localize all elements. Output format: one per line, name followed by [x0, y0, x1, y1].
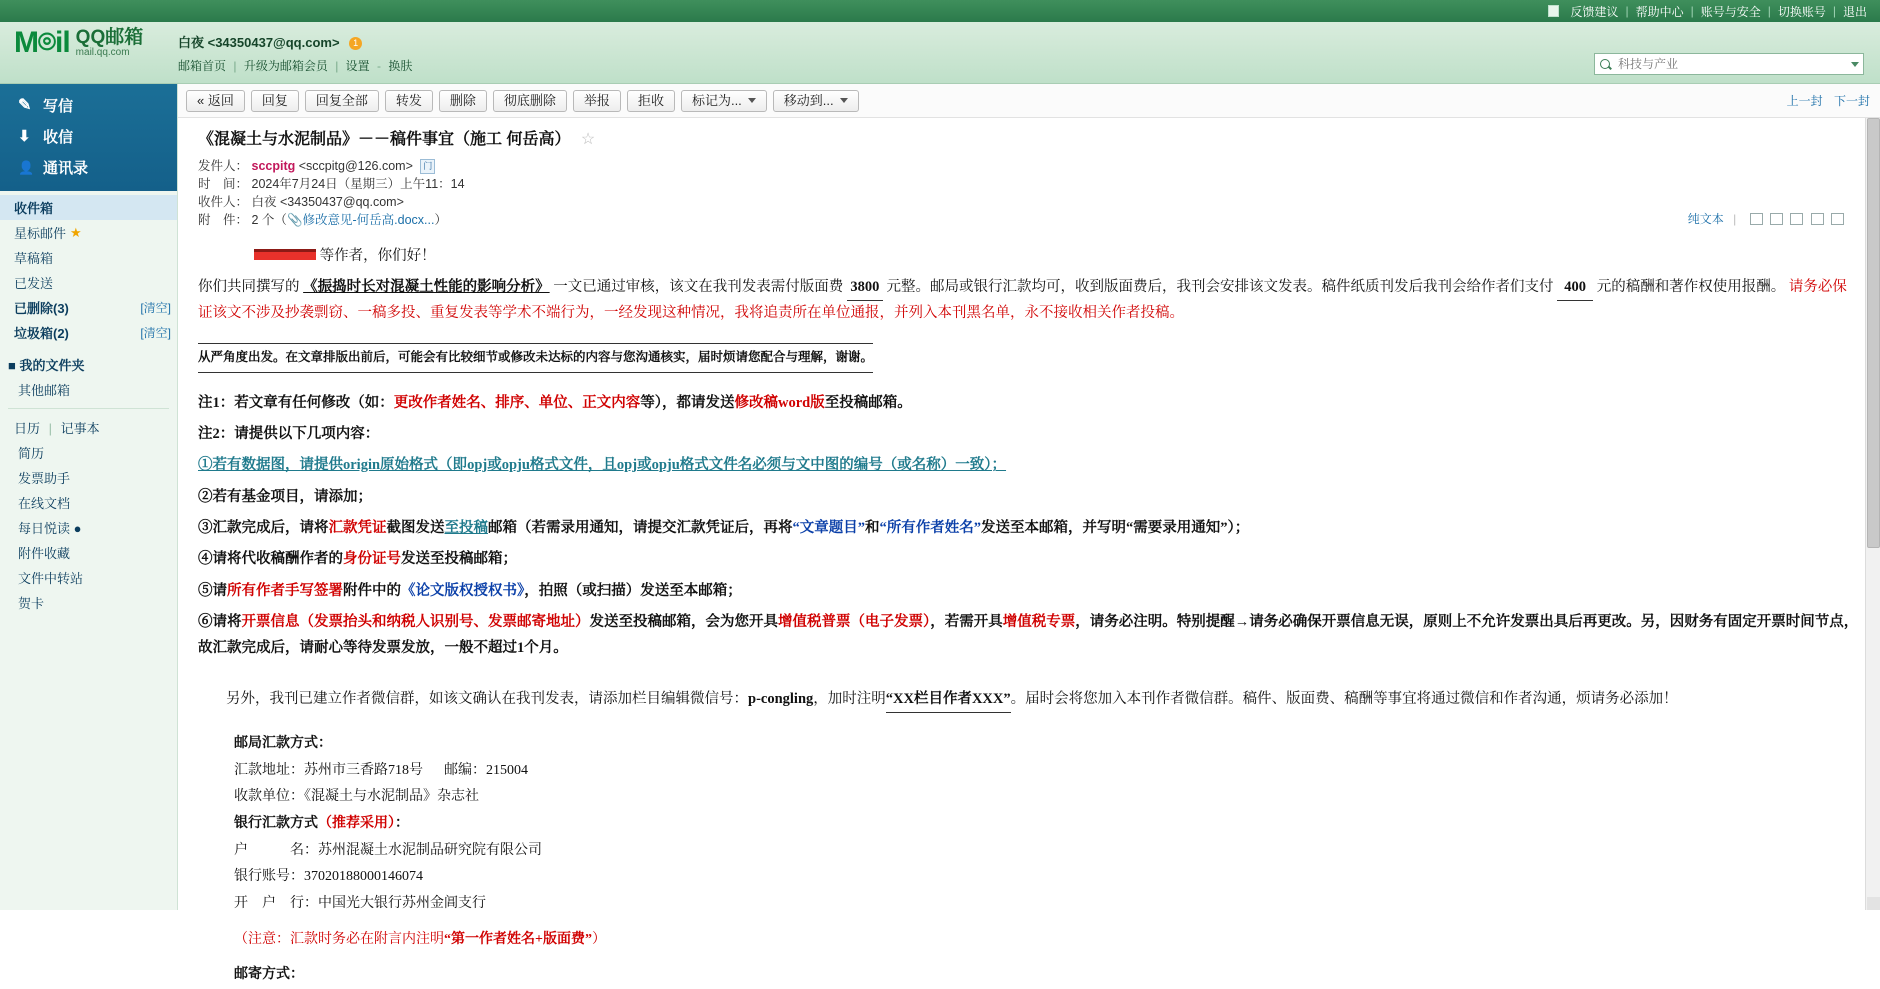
- note1-red2: 修改稿word版: [734, 394, 825, 411]
- tag-icon[interactable]: [1811, 213, 1824, 225]
- item6-red1: 开票信息（发票抬头和纳税人识别号、发票邮寄地址）: [241, 614, 590, 631]
- star-icon: ★: [70, 224, 82, 240]
- bank-remittance-title: [234, 811, 1860, 838]
- meta-from-name[interactable]: sccpitg: [251, 159, 296, 173]
- bank-branch-row: [234, 891, 1860, 918]
- bank-account-value: 37020188000146074: [304, 869, 423, 885]
- note1-pre: 注1：若文章有任何修改（如：: [198, 394, 394, 411]
- permanent-delete-button[interactable]: 彻底删除: [493, 90, 567, 112]
- notice-end: ）: [591, 932, 606, 948]
- search-box[interactable]: [1594, 53, 1864, 75]
- note1-red: 更改作者姓名、排序、单位、正文内容: [393, 394, 641, 411]
- topbar-switch-account[interactable]: 切换账号: [1777, 4, 1826, 19]
- link-skin[interactable]: 换肤: [388, 59, 413, 73]
- item6-red3: 增值税专票: [1002, 614, 1076, 631]
- sidebar-primary-actions: [0, 84, 177, 191]
- print-icon[interactable]: [1750, 213, 1763, 225]
- sidebar-item-invoice[interactable]: 发票助手: [18, 471, 71, 486]
- meta-attachment-row: [198, 211, 1860, 229]
- new-dot-icon: ●: [73, 521, 82, 536]
- sidebar-item-receive[interactable]: [0, 121, 177, 152]
- star-icon[interactable]: ☆: [580, 131, 596, 148]
- prev-mail-link[interactable]: 上一封: [1786, 94, 1823, 108]
- item5-c: ，拍照（或扫描）发送至本邮箱；: [524, 582, 742, 599]
- sidebar: [0, 84, 178, 910]
- meta-to-value: 白夜 <34350437@qq.com>: [251, 195, 404, 210]
- mail-nav: [1779, 92, 1870, 109]
- sidebar-item-deleted[interactable]: [0, 295, 177, 320]
- meta-to-row: [198, 193, 1860, 211]
- topbar-separator: |: [1690, 4, 1694, 18]
- bank-name-value: 苏州混凝土水泥制品研究院有限公司: [318, 842, 542, 858]
- block-sender-button[interactable]: 拒收: [627, 90, 675, 112]
- notice-a: （注意：汇款时务必在附言内注明: [234, 932, 444, 948]
- sidebar-item-file-transfer[interactable]: 文件中转站: [18, 571, 84, 586]
- requirement-4: [198, 547, 1860, 572]
- item3-link[interactable]: 至投稿: [444, 520, 488, 536]
- note1-mid: 等），都请发送: [640, 394, 735, 411]
- pen-icon: [18, 97, 35, 114]
- post-zip-label: 邮编：: [444, 762, 486, 778]
- post-unit-label: 收款单位：: [234, 789, 304, 805]
- bank-account-row: [234, 864, 1860, 891]
- inline-separator: |: [48, 421, 53, 436]
- mail-letter-body: [198, 244, 1860, 989]
- meta-attach-label: 附 件：: [198, 213, 249, 228]
- reply-button[interactable]: 回复: [251, 90, 299, 112]
- mail-content: [178, 118, 1880, 982]
- forward-button[interactable]: 转发: [385, 90, 433, 112]
- attachment-link[interactable]: 修改意见-何岳高.docx...: [302, 213, 435, 228]
- item4-a: ④请将代收稿酬作者的: [198, 551, 343, 568]
- bank-name-label: 户 名：: [234, 842, 318, 858]
- link-mail-home[interactable]: 邮箱首页: [178, 59, 227, 73]
- sidebar-item-online-docs[interactable]: 在线文档: [18, 496, 71, 511]
- folder-label: 星标邮件: [14, 226, 67, 241]
- item5-a: ⑤请: [198, 582, 227, 599]
- move-to-button[interactable]: [773, 90, 859, 112]
- sidebar-item-calendar[interactable]: 日历: [14, 421, 41, 436]
- bank-title-b: ：: [395, 816, 409, 832]
- inbox-icon: [18, 128, 35, 145]
- page-title: 《混凝土与水泥制品》－－稿件事宜（施工 何岳高）: [198, 131, 571, 148]
- requirement-5: [198, 579, 1860, 604]
- editor-note-box: 从严角度出发。在文章排版出前后，可能会有比较细节或修改未达标的内容与您沟通核实，届时烦请您配合与理解，谢谢。: [198, 343, 873, 373]
- mail-reading-pane: [178, 84, 1880, 982]
- sidebar-item-attachment-favorites[interactable]: 附件收藏: [18, 546, 71, 561]
- meta-from-address: <sccpitg@126.com>: [298, 159, 413, 173]
- topbar-separator: |: [1767, 4, 1771, 18]
- scroll-down-arrow[interactable]: [1867, 897, 1880, 910]
- item1-c: ，且opj或opju格式文件名必须与文中图的编号（或名称）一致）；: [587, 457, 1007, 474]
- move-to-label: 移动到...: [783, 92, 834, 108]
- account-block: [178, 22, 412, 74]
- header-links: [178, 57, 412, 74]
- link-separator: |: [335, 59, 339, 73]
- logo[interactable]: [0, 22, 178, 58]
- post-address-row: [234, 758, 1860, 785]
- requirement-3: [198, 516, 1860, 541]
- sidebar-item-label: 每日悦读: [18, 521, 71, 536]
- reply-all-button[interactable]: 回复全部: [305, 90, 379, 112]
- logo-mark: M⌾il: [14, 26, 70, 60]
- bank-title-recommended: （推荐采用）: [318, 816, 395, 832]
- post-zip-value: 215004: [486, 762, 528, 778]
- sidebar-item-notes[interactable]: 记事本: [60, 421, 100, 436]
- chevron-down-icon[interactable]: [1851, 62, 1859, 67]
- article-title: 《振捣时长对混凝土性能的影响分析》: [303, 278, 550, 295]
- meta-from-label: 发件人：: [198, 159, 249, 173]
- main-area: [0, 84, 1880, 982]
- item5-q: 《论文版权授权书》: [401, 582, 525, 599]
- account-badge[interactable]: 1: [349, 37, 362, 50]
- delete-button[interactable]: 删除: [439, 90, 487, 112]
- folder-label: 已发送: [14, 276, 54, 291]
- item3-q2: “所有作者姓名”: [879, 520, 981, 536]
- payment-info: [198, 731, 1860, 988]
- vertical-scrollbar[interactable]: [1865, 118, 1880, 910]
- link-settings[interactable]: 设置: [345, 59, 370, 73]
- bank-branch-value: 中国光大银行苏州金阊支行: [318, 895, 486, 911]
- wechat-id: p-congling: [748, 690, 814, 707]
- post-address-value: 苏州市三香路718号: [304, 762, 423, 778]
- page-fee-amount: 3800: [847, 275, 883, 301]
- item3-d: 和: [865, 520, 880, 536]
- mailing-method-title: 邮寄方式：: [234, 967, 304, 982]
- mail-subject-row: [198, 126, 1860, 149]
- wechat-paragraph: [198, 687, 1860, 713]
- logo-subtitle: mail.qq.com: [75, 46, 130, 58]
- link-separator: |: [233, 59, 237, 73]
- paragraph-acceptance: [198, 275, 1860, 327]
- sidebar-item-label: 写信: [43, 98, 74, 115]
- sidebar-divider: [8, 408, 169, 409]
- sidebar-item-resume[interactable]: 简历: [18, 446, 45, 461]
- meta-time-value: 2024年7月24日（星期三）上午11：14: [251, 177, 465, 192]
- folder-label: 草稿箱: [14, 251, 54, 266]
- more-icon[interactable]: [1831, 213, 1844, 225]
- sidebar-item-daily-read[interactable]: [0, 515, 177, 540]
- royalty-amount: 400: [1557, 275, 1593, 301]
- account-name: 白夜 <34350437@qq.com>: [178, 35, 340, 50]
- sidebar-row-calendar-notes: [0, 415, 177, 440]
- note-2: 注2：请提供以下几项内容：: [198, 425, 380, 442]
- item4-red: 身份证号: [343, 551, 401, 568]
- item6-a: ⑥请将: [198, 614, 242, 631]
- link-upgrade-vip[interactable]: 升级为邮箱会员: [243, 59, 328, 73]
- sidebar-item-inbox[interactable]: [0, 195, 177, 220]
- scrollbar-thumb[interactable]: [1867, 118, 1880, 548]
- folder-label: 垃圾箱(2): [14, 326, 69, 341]
- post-unit-value: 《混凝土与水泥制品》杂志社: [304, 789, 479, 805]
- topbar-separator: |: [1625, 4, 1629, 18]
- mail-toolbar: [178, 84, 1880, 118]
- para1-b: 一文已通过审核，该文在我刊发表需付版面费: [553, 278, 844, 295]
- requirement-1: [198, 453, 1860, 478]
- para1-d: 元的稿酬和著作权使用报酬。: [1596, 278, 1786, 295]
- item6-e: 特别提醒→请务必确保开票信息无误，原则上不允许发票出具后再更改。另，因财务有固定开票时间节点，故汇款完成后，请耐心等待发票发放，一般不超过1个月。: [198, 614, 1859, 656]
- search-icon: [1599, 58, 1612, 71]
- item3-c: 邮箱（若需录用通知，请提交汇款凭证后，再将: [488, 520, 793, 536]
- bank-name-row: [234, 838, 1860, 865]
- mark-as-label: 标记为...: [691, 92, 742, 108]
- para1-a: 你们共同撰写的: [198, 278, 300, 295]
- meta-to-label: 收件人：: [198, 195, 249, 210]
- meta-time-row: [198, 175, 1860, 193]
- folder-label: 收件箱: [14, 201, 54, 216]
- item1-a: ①若有数据图，请提供origin原始格式（即: [198, 457, 468, 474]
- logo-title: QQ邮箱: [75, 27, 144, 48]
- bank-title-a: 银行汇款方式: [234, 816, 318, 832]
- topbar-feedback[interactable]: 反馈建议: [1570, 4, 1619, 19]
- popout-icon[interactable]: [1770, 213, 1783, 225]
- top-bar: [0, 0, 1880, 22]
- bank-branch-label: 开 户 行：: [234, 895, 318, 911]
- redacted-name: [254, 249, 316, 260]
- back-button[interactable]: « 返回: [186, 90, 245, 112]
- chevron-down-icon: [840, 98, 848, 103]
- wechat-b: ，加时注明: [813, 690, 886, 707]
- plagiarism-warning: 请务必保证该文不涉及抄袭剽窃、一稿多投、重复发表等学术不端行为，一经发现这种情况，我将追责所在单位通报，并列入本刊黑名单，永不接收相关作者投稿。: [198, 278, 1847, 322]
- topbar-logout[interactable]: 退出: [1842, 4, 1867, 19]
- item3-b: 截图发送: [386, 520, 445, 536]
- folder-label: 已删除(3): [14, 301, 69, 316]
- search-input[interactable]: [1616, 56, 1851, 72]
- report-button[interactable]: 举报: [573, 90, 621, 112]
- sidebar-item-compose[interactable]: [0, 90, 177, 121]
- item3-q1: “文章题目”: [792, 520, 865, 536]
- link-separator: -: [377, 59, 382, 73]
- wechat-c: 。届时会将您加入本刊作者微信群。稿件、版面费、稿酬等事宜将通过微信和作者沟通，烦请务必添加！: [1010, 690, 1678, 707]
- item5-red: 所有作者手写签署: [227, 582, 343, 599]
- post-remittance-title: 邮局汇款方式：: [234, 736, 332, 752]
- para1-c: 元整。邮局或银行汇款均可，收到版面费后，我刊会安排该文发表。稿件纸质刊发后我刊会给作者们支付: [886, 278, 1554, 295]
- sidebar-item-drafts[interactable]: [0, 245, 177, 270]
- view-separator: |: [1733, 212, 1737, 227]
- item6-d: ，请务必注明。: [1075, 614, 1177, 631]
- attachment-count: 2 个（: [251, 213, 287, 228]
- chevron-down-icon: [748, 98, 756, 103]
- sender-tag-badge: 门: [420, 159, 435, 174]
- sidebar-item-label: 收信: [43, 129, 74, 146]
- page-header: [0, 22, 1880, 84]
- meta-time-label: 时 间：: [198, 177, 249, 192]
- mail-meta: [198, 157, 1860, 230]
- note-1: [198, 391, 1860, 416]
- contacts-icon: [18, 159, 35, 176]
- bank-account-label: 银行账号：: [234, 869, 304, 885]
- paperclip-icon: 📎: [286, 213, 303, 228]
- plain-text-link[interactable]: 纯文本: [1687, 212, 1724, 227]
- item6-red2: 增值税普票（电子发票）: [778, 614, 931, 631]
- item4-b: 发送至投稿邮箱；: [401, 551, 517, 568]
- view-options: [1688, 211, 1844, 228]
- note-box-wrapper: [198, 333, 1860, 385]
- requirement-6: [198, 610, 1860, 661]
- attachment-tail: ）: [434, 213, 447, 228]
- sidebar-item-greeting-card[interactable]: 贺卡: [18, 596, 45, 611]
- remittance-notice: [234, 927, 1860, 954]
- item3-e: 发送至本邮箱，并写明“需要录用通知”）；: [981, 520, 1250, 536]
- post-unit-row: [234, 784, 1860, 811]
- greeting-suffix: 等作者，你们好！: [319, 247, 436, 264]
- my-folders-title[interactable]: ■ 我的文件夹: [8, 358, 85, 373]
- item3-red: 汇款凭证: [328, 520, 387, 536]
- mark-as-button[interactable]: [681, 90, 767, 112]
- item6-c: ，若需开具: [930, 614, 1003, 631]
- sidebar-item-label: 通讯录: [43, 160, 89, 177]
- item5-b: 附件中的: [343, 582, 401, 599]
- requirement-2: ②若有基金项目，请添加；: [198, 488, 372, 505]
- notification-icon[interactable]: [1548, 5, 1559, 17]
- topbar-help[interactable]: 帮助中心: [1635, 4, 1684, 19]
- sidebar-item-sent[interactable]: [0, 270, 177, 295]
- sidebar-item-other-mailbox[interactable]: 其他邮箱: [18, 383, 71, 398]
- notice-red: “第一作者姓名+版面费”: [444, 932, 592, 948]
- greeting-line: [198, 244, 1860, 269]
- folder-list: [0, 191, 177, 615]
- item3-a: ③汇款完成后，请将: [198, 520, 329, 536]
- copy-icon[interactable]: [1790, 213, 1803, 225]
- clear-deleted-link[interactable]: [清空]: [140, 301, 171, 315]
- wechat-note-format: “XX栏目作者XXX”: [886, 687, 1011, 713]
- sidebar-item-starred[interactable]: [0, 220, 177, 245]
- post-address-label: 汇款地址：: [234, 762, 304, 778]
- note1-end: 至投稿邮箱。: [824, 394, 912, 411]
- item1-b: opj或opju格式文件: [467, 457, 588, 474]
- next-mail-link[interactable]: 下一封: [1833, 94, 1870, 108]
- wechat-a: 另外，我刊已建立作者微信群，如该文确认在我刊发表，请添加栏目编辑微信号：: [226, 690, 748, 707]
- item6-b: 发送至投稿邮箱，会为您开具: [589, 614, 778, 631]
- meta-from-row: [198, 157, 1860, 175]
- topbar-separator: |: [1832, 4, 1836, 18]
- sidebar-item-spam[interactable]: [0, 320, 177, 345]
- clear-spam-link[interactable]: [清空]: [140, 326, 171, 340]
- topbar-account-security[interactable]: 账号与安全: [1700, 4, 1761, 19]
- sidebar-item-contacts[interactable]: [0, 152, 177, 183]
